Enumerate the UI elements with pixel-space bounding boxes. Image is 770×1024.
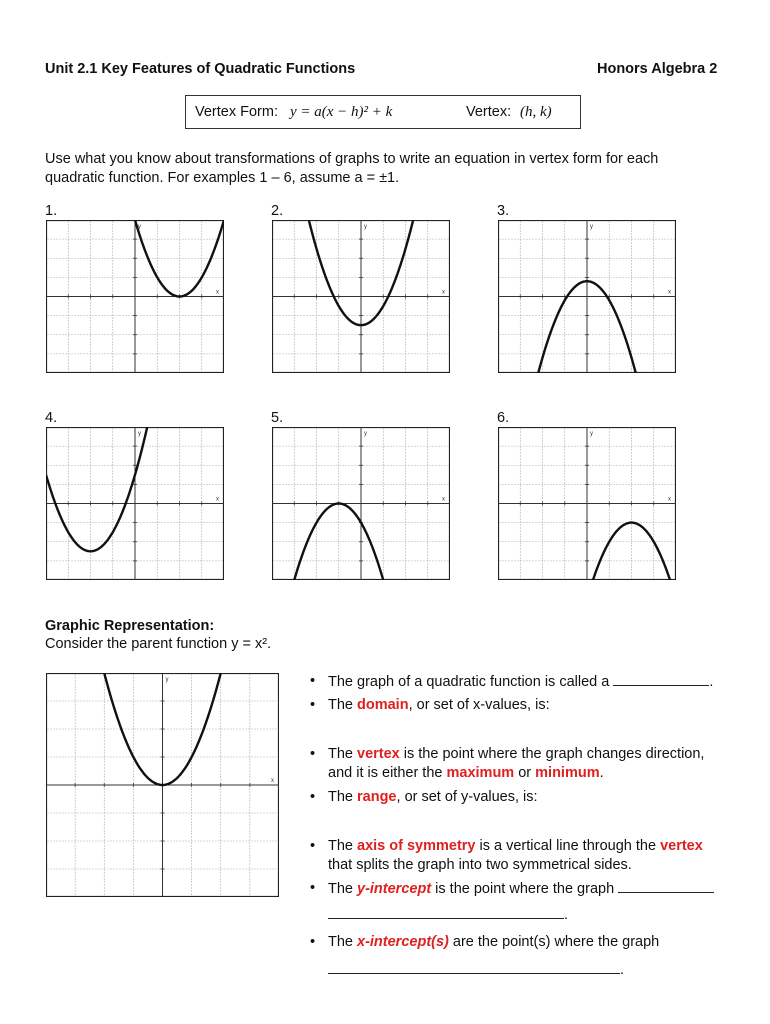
- graph-example-1: [46, 220, 224, 373]
- term-range: range: [357, 789, 397, 805]
- x-axis-label: x: [442, 496, 445, 503]
- parent-function-text: Consider the parent function y = x².: [45, 636, 272, 652]
- graph-example-6: [498, 427, 676, 580]
- answer-blank[interactable]: [618, 879, 714, 893]
- example-label-5: 5.: [271, 410, 284, 426]
- term-y-intercept: y-intercept: [357, 881, 432, 897]
- vertex-label: Vertex:: [466, 104, 512, 120]
- course-name: Honors Algebra 2: [597, 61, 718, 77]
- term-axis-of-symmetry: axis of symmetry: [357, 838, 476, 854]
- term-minimum: minimum: [535, 765, 600, 781]
- vertex-value: (h, k): [520, 104, 552, 120]
- graph-example-5: [272, 427, 450, 580]
- vertex-form-label: Vertex Form:: [195, 104, 278, 120]
- graphic-representation-heading: Graphic Representation:: [45, 618, 215, 634]
- y-axis-label: y: [590, 224, 593, 230]
- x-axis-label: x: [442, 289, 445, 296]
- answer-blank[interactable]: [613, 672, 709, 686]
- example-label-6: 6.: [497, 410, 510, 426]
- vertex-form-box: [185, 95, 581, 129]
- graph-example-2: [272, 220, 450, 373]
- y-axis-label: y: [138, 431, 141, 437]
- x-axis-label: x: [668, 496, 671, 503]
- y-axis-label: y: [138, 224, 141, 230]
- x-axis-label: x: [271, 778, 274, 784]
- graph-example-3: [498, 220, 676, 373]
- instructions-line-1: Use what you know about transformations of graphs to write an equation in vertex form for each: [45, 151, 659, 167]
- y-axis-label: y: [590, 431, 593, 437]
- term-domain: domain: [357, 697, 409, 713]
- vertex-form-equation: y = a(x − h)² + k: [290, 104, 393, 120]
- example-label-4: 4.: [45, 410, 58, 426]
- y-axis-label: y: [364, 224, 367, 230]
- answer-blank[interactable]: [328, 905, 564, 919]
- term-x-intercepts: x-intercept(s): [357, 934, 449, 950]
- x-axis-label: x: [668, 289, 671, 296]
- instructions-line-2: quadratic function. For examples 1 – 6, assume a = ±1.: [45, 170, 400, 186]
- example-label-3: 3.: [497, 203, 510, 219]
- example-label-2: 2.: [271, 203, 284, 219]
- graph-parent-function: [46, 673, 279, 897]
- example-label-1: 1.: [45, 203, 58, 219]
- term-vertex-2: vertex: [660, 838, 703, 854]
- graph-example-4: [46, 427, 224, 580]
- y-axis-label: y: [165, 677, 169, 683]
- note-text: The graph of a quadratic function is called a: [328, 674, 614, 690]
- x-axis-label: x: [216, 289, 219, 296]
- term-maximum: maximum: [446, 765, 515, 781]
- answer-blank[interactable]: [328, 960, 620, 974]
- x-axis-label: x: [216, 496, 219, 503]
- term-vertex: vertex: [357, 746, 400, 762]
- y-axis-label: y: [364, 431, 367, 437]
- worksheet-title: Unit 2.1 Key Features of Quadratic Functions: [45, 61, 356, 77]
